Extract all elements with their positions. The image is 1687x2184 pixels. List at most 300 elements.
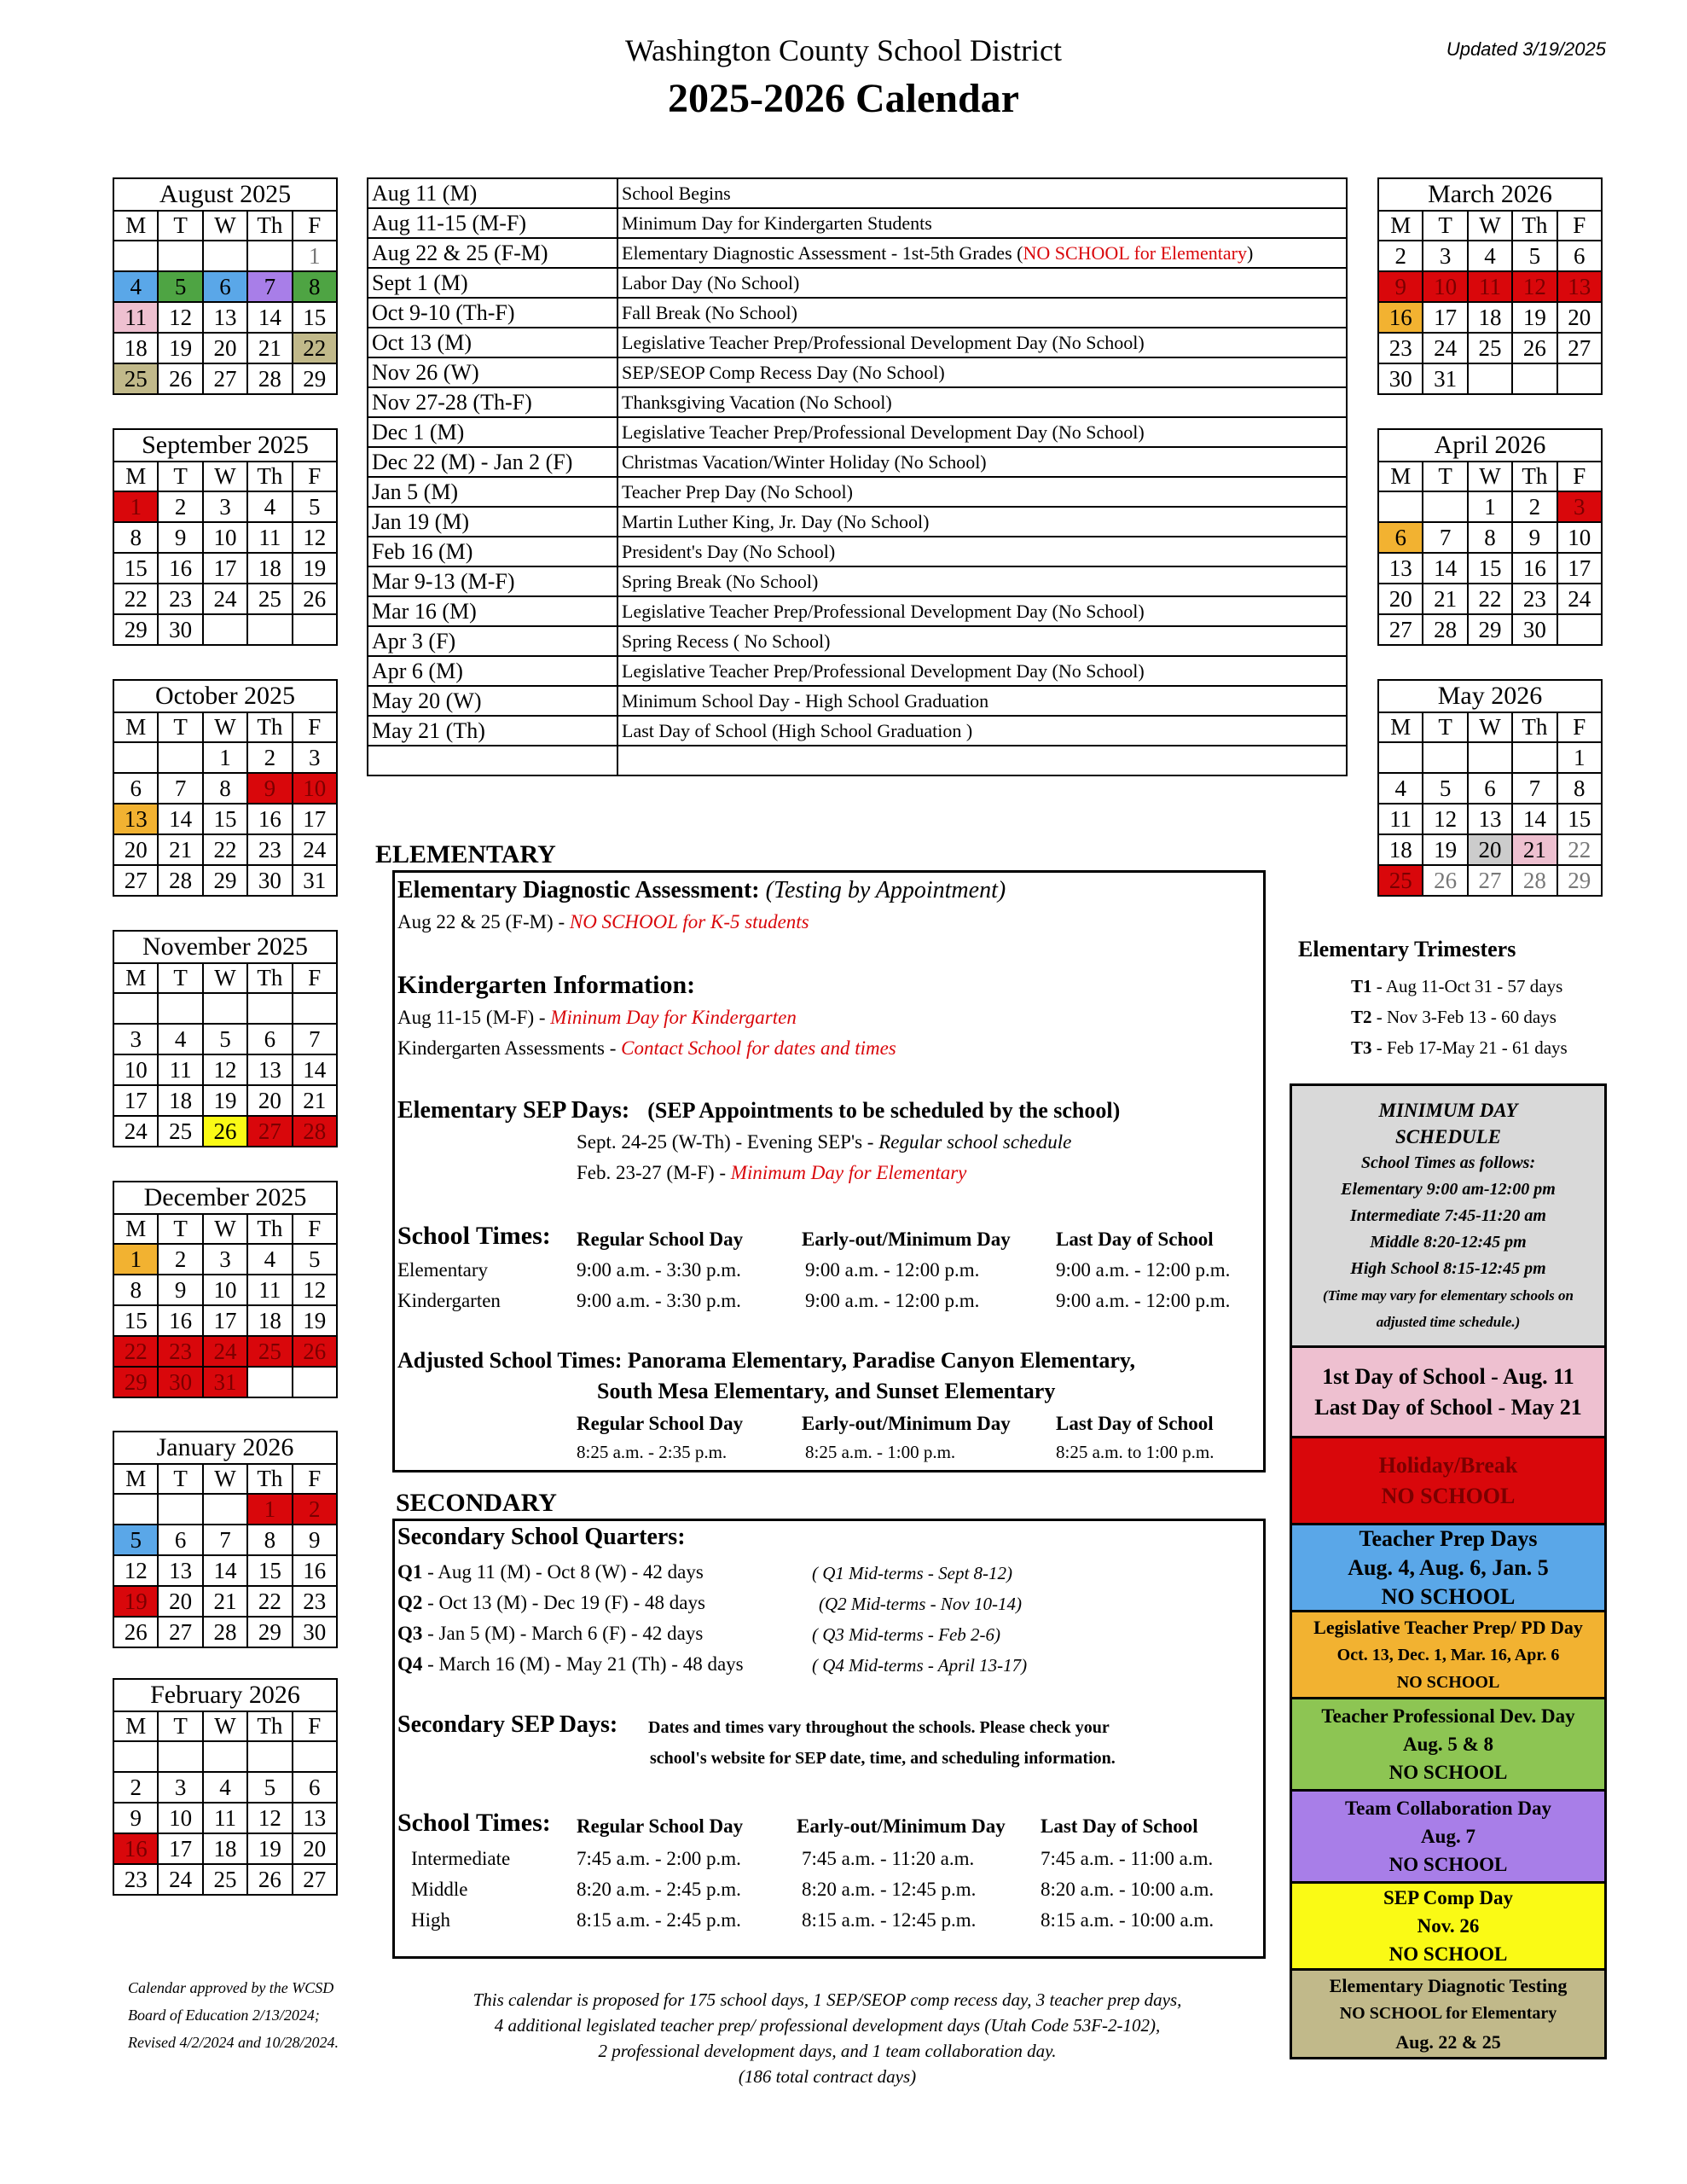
legend-item-prep bbox=[1290, 1525, 1607, 1612]
day-cell: 30 bbox=[1512, 614, 1557, 645]
day-cell: 5 bbox=[247, 1772, 292, 1803]
event-row bbox=[368, 357, 1347, 387]
elem-sep-title: Elementary SEP Days: (SEP Appointments to be scheduled by the school) bbox=[397, 1097, 1121, 1124]
month-calendar bbox=[113, 177, 338, 395]
event-desc bbox=[617, 477, 1347, 507]
event-date: Nov 26 (W) bbox=[368, 357, 617, 387]
event-date bbox=[368, 746, 617, 775]
day-cell: 15 bbox=[247, 1555, 292, 1586]
day-cell bbox=[1468, 363, 1512, 394]
day-cell: 4 bbox=[158, 1024, 202, 1054]
event-desc-end: ) bbox=[1247, 241, 1254, 264]
event-desc bbox=[617, 566, 1347, 596]
day-cell: 16 bbox=[158, 1305, 202, 1336]
day-cell: 11 bbox=[1468, 271, 1512, 302]
legend-line: Intermediate 7:45-11:20 am bbox=[1350, 1205, 1546, 1225]
day-cell: 2 bbox=[113, 1772, 158, 1803]
legend-item-firstlast bbox=[1290, 1348, 1607, 1438]
district-name: Washington County School District bbox=[624, 33, 1063, 67]
event-desc-text: Legislative Teacher Prep/Professional Development Day (No School) bbox=[622, 331, 1145, 353]
day-cell: 22 bbox=[247, 1586, 292, 1617]
month-title: March 2026 bbox=[1378, 178, 1602, 211]
day-cell: 13 bbox=[203, 302, 247, 333]
day-cell: 7 bbox=[247, 271, 292, 302]
day-cell: 3 bbox=[113, 1024, 158, 1054]
day-cell: 25 bbox=[247, 584, 292, 614]
day-cell: 11 bbox=[1378, 804, 1423, 834]
event-date: Aug 11 (M) bbox=[368, 178, 617, 208]
day-cell: 25 bbox=[1378, 865, 1423, 896]
day-cell: 20 bbox=[1468, 834, 1512, 865]
day-cell: 19 bbox=[1512, 302, 1557, 333]
legend-line: Last Day of School - May 21 bbox=[1314, 1394, 1582, 1420]
day-cell: 7 bbox=[1512, 773, 1557, 804]
day-cell: 8 bbox=[113, 522, 158, 553]
day-cell: 16 bbox=[113, 1833, 158, 1864]
school-level-name: Elementary bbox=[397, 1259, 489, 1281]
legend-item-diag bbox=[1290, 1971, 1607, 2059]
elem-diag-line: Aug 22 & 25 (F-M) - NO SCHOOL for K-5 students bbox=[397, 911, 809, 932]
day-cell: 8 bbox=[1557, 773, 1602, 804]
month-calendar bbox=[1377, 428, 1603, 646]
legend-item-holiday bbox=[1290, 1438, 1607, 1525]
legend-line: adjusted time schedule.) bbox=[1376, 1313, 1521, 1330]
day-cell: 6 bbox=[293, 1772, 337, 1803]
day-cell bbox=[203, 1741, 247, 1772]
day-cell bbox=[1557, 363, 1602, 394]
day-cell: 26 bbox=[113, 1617, 158, 1647]
day-cell: 29 bbox=[1557, 865, 1602, 896]
quarter-midterms: ( Q3 Mid-terms - Feb 2-6) bbox=[812, 1624, 1001, 1645]
updated-date: Updated 3/19/2025 bbox=[1446, 38, 1606, 60]
adj-reg: 8:25 a.m. - 2:35 p.m. bbox=[577, 1442, 728, 1462]
trimester-line bbox=[1351, 1037, 1568, 1059]
event-desc-text: Spring Recess ( No School) bbox=[622, 630, 831, 652]
day-cell bbox=[113, 993, 158, 1024]
trimester-line bbox=[1351, 1007, 1557, 1028]
event-desc-text: President's Day (No School) bbox=[622, 540, 836, 562]
day-cell bbox=[113, 1741, 158, 1772]
legend-line: 1st Day of School - Aug. 11 bbox=[1322, 1363, 1574, 1389]
trimester-id: T1 bbox=[1351, 976, 1372, 996]
weekday-label: F bbox=[293, 1464, 337, 1494]
day-cell bbox=[1378, 742, 1423, 773]
day-cell: 1 bbox=[247, 1494, 292, 1525]
weekday-label: Th bbox=[1512, 211, 1557, 241]
legend-line: Aug. 7 bbox=[1421, 1826, 1475, 1847]
event-desc-text: Spring Break (No School) bbox=[622, 570, 819, 592]
day-cell: 21 bbox=[1423, 584, 1467, 614]
event-desc-text: Minimum Day for Kindergarten Students bbox=[622, 212, 932, 234]
day-cell: 15 bbox=[113, 553, 158, 584]
weekday-label: T bbox=[158, 211, 202, 241]
day-cell: 14 bbox=[203, 1555, 247, 1586]
event-desc-text: Last Day of School (High School Graduation ) bbox=[622, 719, 973, 741]
weekday-label: F bbox=[1557, 462, 1602, 491]
day-cell: 6 bbox=[1378, 522, 1423, 553]
school-time-reg: 7:45 a.m. - 2:00 p.m. bbox=[577, 1848, 741, 1869]
month-title: April 2026 bbox=[1378, 429, 1602, 462]
weekday-label: M bbox=[113, 1711, 158, 1741]
school-time-last: 8:15 a.m. - 10:00 a.m. bbox=[1041, 1909, 1215, 1931]
month-title: May 2026 bbox=[1378, 680, 1602, 712]
event-date: Aug 11-15 (M-F) bbox=[368, 208, 617, 238]
day-cell bbox=[1557, 614, 1602, 645]
day-cell: 6 bbox=[203, 271, 247, 302]
month-title: September 2025 bbox=[113, 429, 337, 462]
weekday-label: T bbox=[158, 1464, 202, 1494]
day-cell bbox=[1378, 491, 1423, 522]
day-cell: 22 bbox=[1468, 584, 1512, 614]
day-cell: 24 bbox=[293, 834, 337, 865]
secondary-heading: SECONDARY bbox=[396, 1489, 557, 1517]
day-cell: 12 bbox=[158, 302, 202, 333]
event-desc bbox=[617, 357, 1347, 387]
day-cell: 13 bbox=[247, 1054, 292, 1085]
day-cell: 25 bbox=[203, 1864, 247, 1895]
day-cell: 17 bbox=[158, 1833, 202, 1864]
day-cell: 9 bbox=[1378, 271, 1423, 302]
school-level-name: Middle bbox=[411, 1879, 468, 1900]
school-level-name: Intermediate bbox=[411, 1848, 511, 1869]
legend-line: NO SCHOOL for Elementary bbox=[1339, 2004, 1557, 2023]
day-cell bbox=[247, 1367, 292, 1397]
legend-line: Elementary 9:00 am-12:00 pm bbox=[1341, 1179, 1556, 1199]
day-cell: 20 bbox=[247, 1085, 292, 1116]
event-row bbox=[368, 716, 1347, 746]
day-cell: 25 bbox=[247, 1336, 292, 1367]
month-title: August 2025 bbox=[113, 178, 337, 211]
day-cell: 10 bbox=[1557, 522, 1602, 553]
day-cell: 10 bbox=[293, 773, 337, 804]
day-cell: 5 bbox=[203, 1024, 247, 1054]
day-cell: 20 bbox=[158, 1586, 202, 1617]
school-time-early: 7:45 a.m. - 11:20 a.m. bbox=[802, 1848, 975, 1869]
school-time-early: 9:00 a.m. - 12:00 p.m. bbox=[805, 1290, 980, 1311]
weekday-label: T bbox=[158, 1711, 202, 1741]
event-desc-text: Minimum School Day - High School Graduation bbox=[622, 689, 989, 712]
event-row bbox=[368, 328, 1347, 357]
event-date: Aug 22 & 25 (F-M) bbox=[368, 238, 617, 268]
weekday-label: F bbox=[293, 712, 337, 742]
legend-item-sep bbox=[1290, 1884, 1607, 1971]
adj-title: Adjusted School Times: Panorama Elementary, Paradise Canyon Elementary, bbox=[397, 1348, 1135, 1373]
event-date: Oct 9-10 (Th-F) bbox=[368, 298, 617, 328]
trimester-line bbox=[1351, 976, 1562, 997]
event-desc bbox=[617, 656, 1347, 686]
event-desc bbox=[617, 328, 1347, 357]
day-cell bbox=[247, 1741, 292, 1772]
school-time-early: 8:20 a.m. - 12:45 p.m. bbox=[802, 1879, 977, 1900]
event-desc-text: Fall Break (No School) bbox=[622, 301, 797, 323]
day-cell: 20 bbox=[1557, 302, 1602, 333]
legend-item-collab bbox=[1290, 1792, 1607, 1884]
day-cell: 5 bbox=[293, 1244, 337, 1275]
trimester-text: - Nov 3-Feb 13 - 60 days bbox=[1371, 1007, 1557, 1027]
quarter-id: Q2 bbox=[397, 1592, 423, 1613]
day-cell: 19 bbox=[158, 333, 202, 363]
event-row bbox=[368, 417, 1347, 447]
day-cell: 5 bbox=[293, 491, 337, 522]
sec-col-early: Early-out/Minimum Day bbox=[797, 1815, 1006, 1837]
day-cell: 18 bbox=[1378, 834, 1423, 865]
event-desc bbox=[617, 268, 1347, 298]
day-cell: 27 bbox=[1557, 333, 1602, 363]
day-cell bbox=[247, 614, 292, 645]
day-cell: 30 bbox=[247, 865, 292, 896]
day-cell: 24 bbox=[158, 1864, 202, 1895]
day-cell: 27 bbox=[1378, 614, 1423, 645]
month-title: December 2025 bbox=[113, 1182, 337, 1214]
weekday-label: T bbox=[1423, 211, 1467, 241]
weekday-label: W bbox=[203, 1711, 247, 1741]
school-level-name: High bbox=[411, 1909, 450, 1931]
legend-line: NO SCHOOL bbox=[1388, 1854, 1508, 1875]
day-cell bbox=[158, 1741, 202, 1772]
day-cell: 27 bbox=[293, 1864, 337, 1895]
day-cell: 21 bbox=[247, 333, 292, 363]
day-cell: 15 bbox=[293, 302, 337, 333]
note-line: 4 additional legislated teacher prep/ professional development days (Utah Code 53F-2-102), bbox=[494, 2015, 1161, 2036]
month-title: February 2026 bbox=[113, 1679, 337, 1711]
school-time-reg: 9:00 a.m. - 3:30 p.m. bbox=[577, 1290, 741, 1311]
day-cell: 20 bbox=[113, 834, 158, 865]
school-time-last: 9:00 a.m. - 12:00 p.m. bbox=[1056, 1290, 1231, 1311]
day-cell: 18 bbox=[247, 1305, 292, 1336]
day-cell: 19 bbox=[203, 1085, 247, 1116]
day-cell: 23 bbox=[1378, 333, 1423, 363]
weekday-label: Th bbox=[1512, 462, 1557, 491]
day-cell: 26 bbox=[293, 584, 337, 614]
weekday-label: Th bbox=[247, 712, 292, 742]
day-cell: 9 bbox=[158, 522, 202, 553]
quarter-line bbox=[397, 1561, 704, 1583]
weekday-label: M bbox=[113, 963, 158, 993]
weekday-label: M bbox=[1378, 712, 1423, 742]
weekday-label: Th bbox=[247, 1711, 292, 1741]
day-cell: 23 bbox=[293, 1586, 337, 1617]
sec-sep-line-2: school's website for SEP date, time, and scheduling information. bbox=[650, 1749, 1116, 1768]
school-time-early: 9:00 a.m. - 12:00 p.m. bbox=[805, 1259, 980, 1281]
day-cell: 24 bbox=[203, 1336, 247, 1367]
event-row bbox=[368, 208, 1347, 238]
adj-early: 8:25 a.m. - 1:00 p.m. bbox=[805, 1442, 956, 1462]
event-desc-red: NO SCHOOL for Elementary bbox=[1023, 241, 1247, 264]
day-cell: 5 bbox=[158, 271, 202, 302]
weekday-label: F bbox=[293, 211, 337, 241]
weekday-label: W bbox=[1468, 462, 1512, 491]
day-cell bbox=[293, 614, 337, 645]
day-cell: 18 bbox=[203, 1833, 247, 1864]
day-cell: 20 bbox=[1378, 584, 1423, 614]
event-desc bbox=[617, 238, 1347, 268]
event-desc-text: Legislative Teacher Prep/Professional Development Day (No School) bbox=[622, 659, 1145, 682]
day-cell: 19 bbox=[293, 553, 337, 584]
events-table bbox=[367, 177, 1348, 776]
event-desc bbox=[617, 417, 1347, 447]
weekday-label: T bbox=[1423, 462, 1467, 491]
day-cell: 9 bbox=[247, 773, 292, 804]
day-cell: 13 bbox=[1468, 804, 1512, 834]
weekday-label: W bbox=[203, 211, 247, 241]
day-cell: 6 bbox=[1468, 773, 1512, 804]
day-cell: 1 bbox=[1468, 491, 1512, 522]
weekday-label: Th bbox=[247, 211, 292, 241]
day-cell: 14 bbox=[247, 302, 292, 333]
day-cell: 28 bbox=[1423, 614, 1467, 645]
day-cell: 22 bbox=[1557, 834, 1602, 865]
legend-line: Teacher Professional Dev. Day bbox=[1321, 1705, 1575, 1727]
day-cell: 25 bbox=[158, 1116, 202, 1147]
elem-col-regular: Regular School Day bbox=[577, 1228, 744, 1250]
day-cell: 27 bbox=[247, 1116, 292, 1147]
day-cell: 24 bbox=[203, 584, 247, 614]
legend-item-profdev bbox=[1290, 1699, 1607, 1792]
month-calendar bbox=[113, 428, 338, 646]
weekday-label: M bbox=[1378, 211, 1423, 241]
weekday-label: F bbox=[1557, 211, 1602, 241]
day-cell: 10 bbox=[113, 1054, 158, 1085]
day-cell: 6 bbox=[1557, 241, 1602, 271]
day-cell: 12 bbox=[1512, 271, 1557, 302]
weekday-label: T bbox=[158, 712, 202, 742]
day-cell: 3 bbox=[1557, 491, 1602, 522]
approval-line: Board of Education 2/13/2024; bbox=[128, 2007, 320, 2024]
day-cell: 29 bbox=[203, 865, 247, 896]
elem-sep-line-2: Feb. 23-27 (M-F) - Minimum Day for Elementary bbox=[577, 1162, 967, 1183]
day-cell bbox=[203, 1494, 247, 1525]
legend-line: Aug. 22 & 25 bbox=[1395, 2031, 1501, 2053]
day-cell bbox=[293, 1367, 337, 1397]
day-cell bbox=[247, 241, 292, 271]
day-cell: 28 bbox=[158, 865, 202, 896]
weekday-label: T bbox=[1423, 712, 1467, 742]
day-cell: 16 bbox=[158, 553, 202, 584]
trimester-text: - Aug 11-Oct 31 - 57 days bbox=[1371, 976, 1563, 996]
day-cell: 28 bbox=[1512, 865, 1557, 896]
day-cell: 11 bbox=[247, 1275, 292, 1305]
event-desc-text: Martin Luther King, Jr. Day (No School) bbox=[622, 510, 930, 532]
legend-line: NO SCHOOL bbox=[1388, 1762, 1508, 1783]
day-cell: 6 bbox=[247, 1024, 292, 1054]
event-row bbox=[368, 686, 1347, 716]
day-cell: 31 bbox=[203, 1367, 247, 1397]
day-cell: 25 bbox=[113, 363, 158, 394]
day-cell: 2 bbox=[293, 1494, 337, 1525]
weekday-label: T bbox=[158, 1214, 202, 1244]
legend-line: Aug. 4, Aug. 6, Jan. 5 bbox=[1348, 1554, 1549, 1580]
day-cell bbox=[1512, 742, 1557, 773]
day-cell: 7 bbox=[158, 773, 202, 804]
event-date: Dec 22 (M) - Jan 2 (F) bbox=[368, 447, 617, 477]
legend-line: Holiday/Break bbox=[1378, 1452, 1518, 1478]
weekday-label: M bbox=[113, 712, 158, 742]
kinder-line-2: Kindergarten Assessments - Contact School for dates and times bbox=[397, 1037, 896, 1059]
trimesters-title: Elementary Trimesters bbox=[1298, 937, 1516, 961]
event-desc-text: SEP/SEOP Comp Recess Day (No School) bbox=[622, 361, 945, 383]
day-cell: 24 bbox=[1557, 584, 1602, 614]
elem-col-last: Last Day of School bbox=[1056, 1228, 1214, 1250]
school-time-reg: 8:15 a.m. - 2:45 p.m. bbox=[577, 1909, 741, 1931]
event-date: Nov 27-28 (Th-F) bbox=[368, 387, 617, 417]
weekday-label: T bbox=[158, 963, 202, 993]
event-row bbox=[368, 626, 1347, 656]
sec-col-last: Last Day of School bbox=[1041, 1815, 1198, 1837]
elem-diag-title: Elementary Diagnostic Assessment: (Testing by Appointment) bbox=[397, 877, 1006, 903]
day-cell: 26 bbox=[1423, 865, 1467, 896]
day-cell bbox=[113, 1494, 158, 1525]
event-desc-text: Elementary Diagnostic Assessment - 1st-5th Grades ( bbox=[622, 241, 1023, 264]
day-cell: 27 bbox=[203, 363, 247, 394]
day-cell: 15 bbox=[203, 804, 247, 834]
elem-times-title: School Times: bbox=[397, 1222, 551, 1250]
day-cell: 9 bbox=[1512, 522, 1557, 553]
day-cell: 22 bbox=[113, 584, 158, 614]
event-date: Mar 9-13 (M-F) bbox=[368, 566, 617, 596]
day-cell: 4 bbox=[203, 1772, 247, 1803]
day-cell: 26 bbox=[247, 1864, 292, 1895]
event-row bbox=[368, 477, 1347, 507]
day-cell: 7 bbox=[203, 1525, 247, 1555]
event-desc-text: School Begins bbox=[622, 182, 731, 204]
day-cell: 1 bbox=[1557, 742, 1602, 773]
day-cell: 5 bbox=[1512, 241, 1557, 271]
day-cell: 27 bbox=[113, 865, 158, 896]
month-title: January 2026 bbox=[113, 1432, 337, 1464]
legend-line: NO SCHOOL bbox=[1388, 1943, 1508, 1965]
legend-line: Middle 8:20-12:45 pm bbox=[1370, 1232, 1527, 1252]
day-cell: 30 bbox=[158, 614, 202, 645]
weekday-label: W bbox=[1468, 211, 1512, 241]
event-date: Jan 5 (M) bbox=[368, 477, 617, 507]
event-date: Dec 1 (M) bbox=[368, 417, 617, 447]
event-date: Jan 19 (M) bbox=[368, 507, 617, 537]
day-cell bbox=[1468, 742, 1512, 773]
event-desc bbox=[617, 716, 1347, 746]
event-row bbox=[368, 178, 1347, 208]
day-cell: 2 bbox=[158, 491, 202, 522]
day-cell: 21 bbox=[293, 1085, 337, 1116]
day-cell: 26 bbox=[203, 1116, 247, 1147]
event-desc bbox=[617, 507, 1347, 537]
day-cell: 28 bbox=[247, 363, 292, 394]
day-cell: 29 bbox=[113, 614, 158, 645]
sec-col-regular: Regular School Day bbox=[577, 1815, 744, 1837]
adj-last: 8:25 a.m. to 1:00 p.m. bbox=[1056, 1442, 1215, 1462]
day-cell: 31 bbox=[293, 865, 337, 896]
month-calendar bbox=[113, 930, 338, 1147]
day-cell bbox=[1423, 491, 1467, 522]
event-desc-text: Teacher Prep Day (No School) bbox=[622, 480, 853, 502]
legend-line: MINIMUM DAY bbox=[1378, 1099, 1518, 1121]
event-desc bbox=[617, 626, 1347, 656]
day-cell: 2 bbox=[1512, 491, 1557, 522]
day-cell: 3 bbox=[203, 491, 247, 522]
day-cell: 18 bbox=[1468, 302, 1512, 333]
event-desc bbox=[617, 686, 1347, 716]
legend-line: SEP Comp Day bbox=[1383, 1887, 1514, 1908]
sec-sep-title: Secondary SEP Days: bbox=[397, 1711, 618, 1738]
day-cell: 17 bbox=[113, 1085, 158, 1116]
legend-line: SCHEDULE bbox=[1395, 1125, 1501, 1147]
day-cell: 10 bbox=[1423, 271, 1467, 302]
day-cell: 22 bbox=[293, 333, 337, 363]
day-cell bbox=[158, 993, 202, 1024]
day-cell bbox=[1423, 742, 1467, 773]
day-cell: 24 bbox=[113, 1116, 158, 1147]
day-cell: 17 bbox=[293, 804, 337, 834]
legend-line: Legislative Teacher Prep/ PD Day bbox=[1313, 1616, 1583, 1638]
